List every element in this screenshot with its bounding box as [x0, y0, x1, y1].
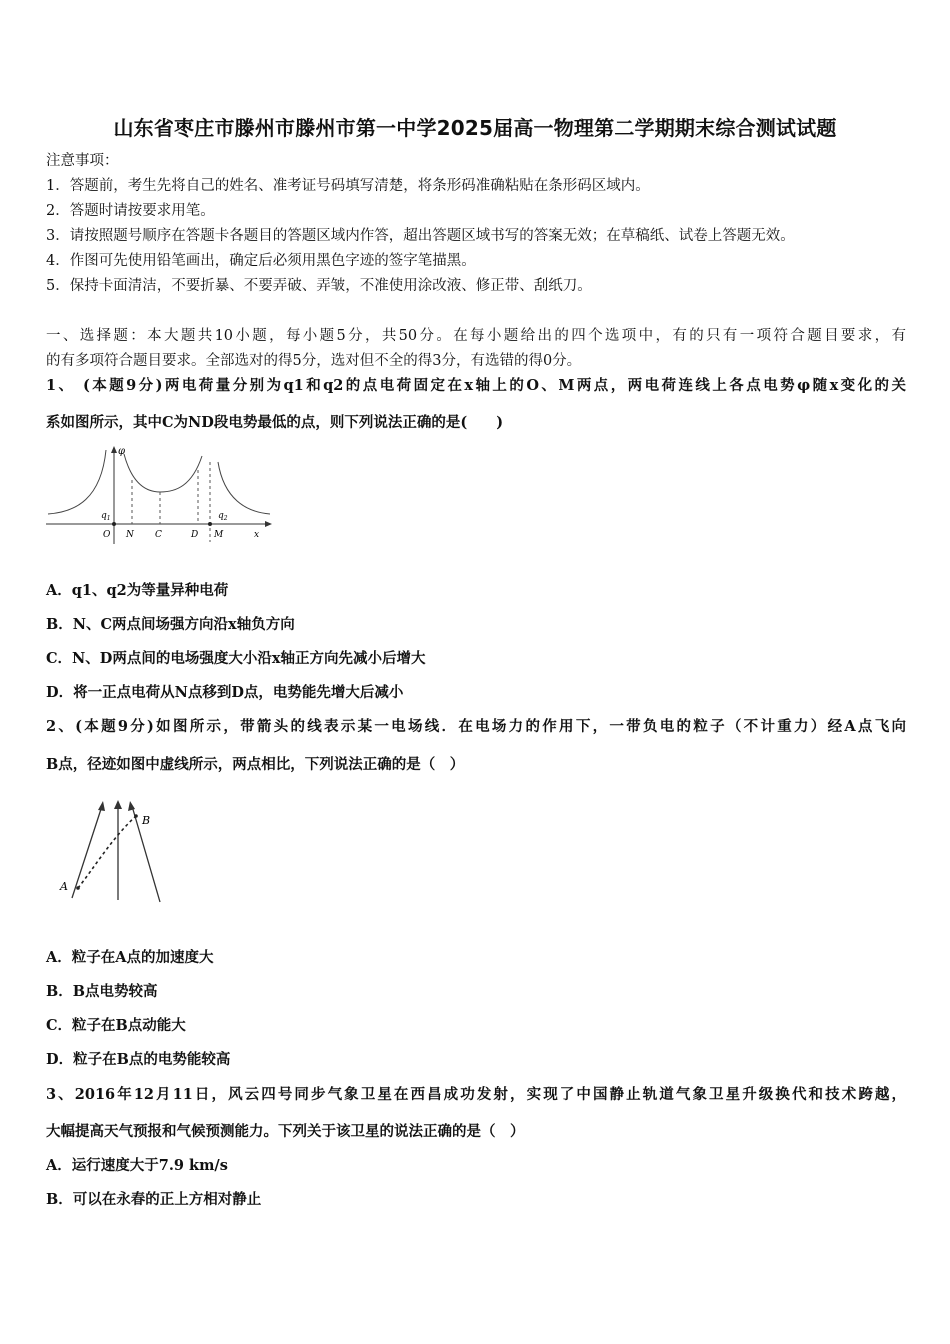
- q2-option-c: C．粒子在B点动能大: [46, 1017, 186, 1034]
- arrow-middle: [114, 800, 122, 809]
- page-title: 山东省枣庄市滕州市滕州市第一中学2025届高一物理第二学期期末综合测试试题: [113, 116, 837, 140]
- curve-middle: [124, 454, 202, 492]
- notice-item-1: 1．答题前，考生先将自己的姓名、准考证号码填写清楚，将条形码准确粘贴在条形码区域内。: [46, 178, 650, 194]
- arrow-left: [98, 801, 105, 811]
- q3-option-a: A．运行速度大于7.9 km/s: [46, 1157, 228, 1174]
- section-intro-line-2: 的有多项符合题目要求。全部选对的得5分，选对但不全的得3分，有选错的得0分。: [46, 353, 582, 369]
- q3-option-b: B．可以在永春的正上方相对静止: [46, 1191, 262, 1208]
- label-q1: $q_1$: [101, 511, 111, 522]
- notice-item-4: 4．作图可先使用铅笔画出，确定后必须用黑色字迹的签字笔描黑。: [46, 253, 476, 269]
- q1-potential-figure: [46, 444, 276, 544]
- q2-option-b: B．B点电势较高: [46, 983, 158, 1000]
- charge-q2-dot: [208, 522, 212, 526]
- label-n: N: [126, 530, 134, 540]
- notice-item-2: 2．答题时请按要求用笔。: [46, 203, 215, 219]
- label-x: x: [254, 530, 260, 540]
- q1-option-d: D．将一正点电荷从N点移到D点，电势能先增大后减小: [46, 684, 404, 701]
- q1-stem-line-1: 1、 (本题9分)两电荷量分别为q1和q2的点电荷固定在x轴上的O、M两点，两电荷连线上各点电势φ随x变化的关: [46, 377, 906, 394]
- label-m: M: [214, 530, 224, 540]
- q1-option-b: B．N、C两点间场强方向沿x轴负方向: [46, 616, 295, 633]
- q1-stem-line-2: 系如图所示，其中C为ND段电势最低的点，则下列说法正确的是( ): [46, 414, 504, 431]
- q1-option-a: A．q1、q2为等量异种电荷: [46, 582, 229, 599]
- label-c: C: [155, 530, 162, 540]
- q2-stem-line-1: 2、(本题9分)如图所示，带箭头的线表示某一电场线．在电场力的作用下，一带负电的粒子（不计重力）经A点飞向: [46, 718, 906, 735]
- q2-option-d: D．粒子在B点的电势能较高: [46, 1051, 231, 1068]
- q2-option-a: A．粒子在A点的加速度大: [46, 949, 214, 966]
- section-intro-line-1: 一、选择题：本大题共10小题，每小题5分，共50分。在每小题给出的四个选项中，有的只有一项符合题目要求，有: [46, 328, 906, 344]
- notice-item-5: 5．保持卡面清洁，不要折暴、不要弄破、弄皱，不准使用涂改液、修正带、刮纸刀。: [46, 278, 592, 294]
- point-b: [134, 814, 138, 818]
- q1-option-c: C．N、D两点间的电场强度大小沿x轴正方向先减小后增大: [46, 650, 426, 667]
- label-d: D: [191, 530, 199, 540]
- curve-left: [48, 450, 106, 514]
- field-line-left: [72, 806, 102, 898]
- point-a: [76, 886, 80, 890]
- charge-q1-dot: [112, 522, 116, 526]
- y-axis-arrow: [111, 446, 117, 453]
- q3-stem-line-2: 大幅提高天气预报和气候预测能力。下列关于该卫星的说法正确的是（ ）: [46, 1123, 525, 1140]
- label-o: O: [103, 530, 111, 540]
- notice-item-3: 3．请按照题号顺序在答题卡各题目的答题区域内作答，超出答题区域书写的答案无效；在草稿纸、试卷上答题无效。: [46, 228, 795, 244]
- curve-right: [218, 462, 270, 514]
- label-phi: φ: [118, 446, 126, 457]
- label-a: A: [60, 880, 68, 893]
- q2-stem-line-2: B点，径迹如图中虚线所示，两点相比，下列说法正确的是（ ）: [46, 756, 465, 773]
- label-q2: $q_2$: [218, 511, 228, 522]
- x-axis-arrow: [265, 521, 272, 527]
- arrow-right: [128, 801, 135, 811]
- q3-stem-line-1: 3、2016年12月11日，风云四号同步气象卫星在西昌成功发射，实现了中国静止轨道气象卫星升级换代和技术跨越，: [46, 1086, 906, 1103]
- label-b: B: [142, 814, 151, 827]
- q2-field-line-figure: [58, 798, 168, 906]
- notice-heading: 注意事项：: [46, 153, 119, 169]
